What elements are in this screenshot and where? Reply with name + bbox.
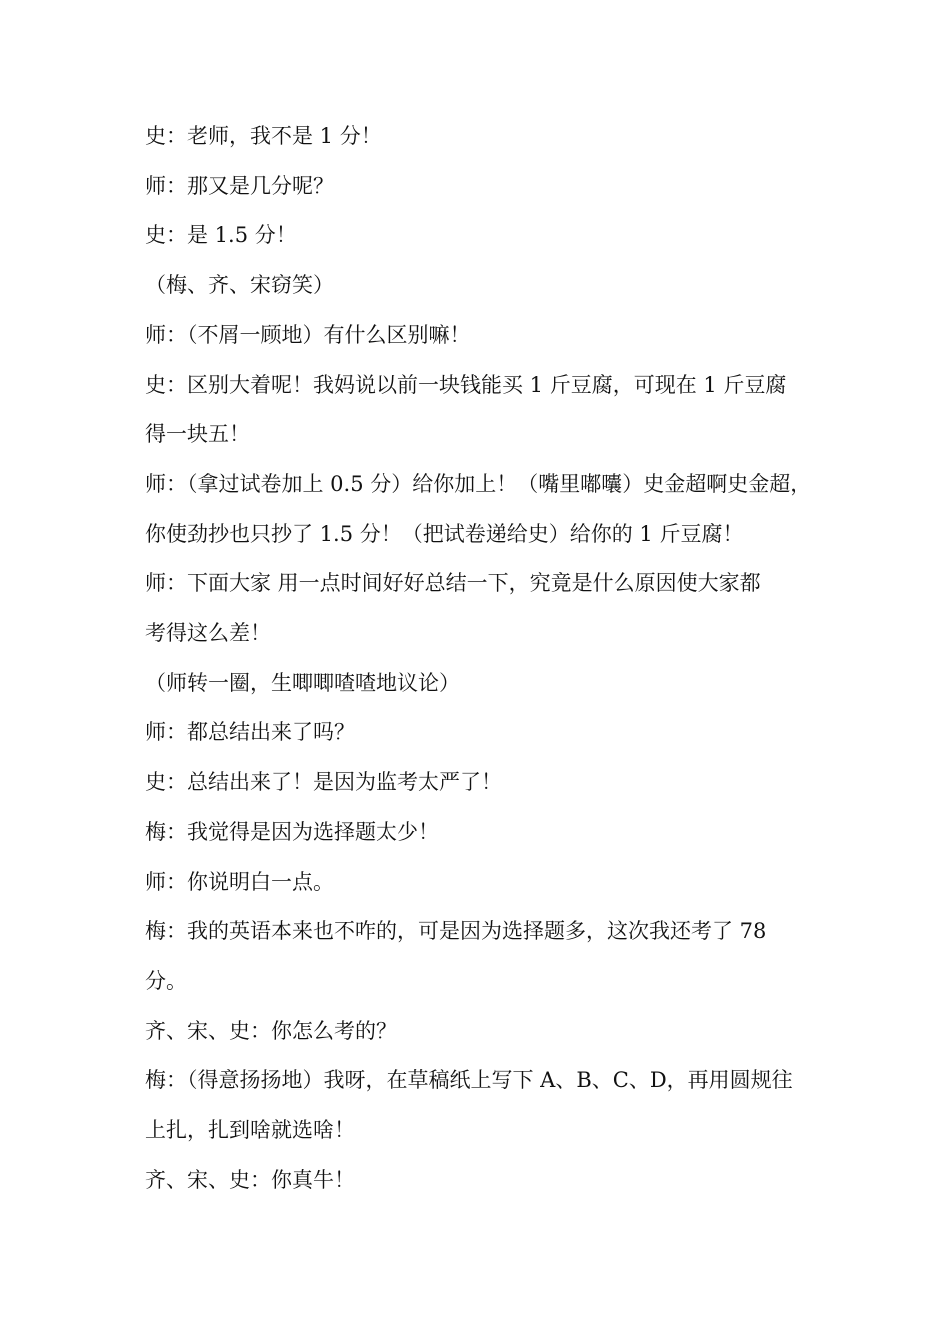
- stage-direction: （师转一圈，生唧唧喳喳地议论）: [145, 670, 460, 695]
- dialogue-line-continued: 分。: [145, 968, 187, 993]
- dialogue-line: 梅：（得意扬扬地）我呀，在草稿纸上写下 A、B、C、D，再用圆规往: [145, 1068, 793, 1093]
- dialogue-line-continued: 你使劲抄也只抄了 1.5 分！（把试卷递给史）给你的 1 斤豆腐！: [145, 521, 744, 546]
- dialogue-line: 史：区别大着呢！我妈说以前一块钱能买 1 斤豆腐，可现在 1 斤豆腐: [145, 372, 787, 397]
- dialogue-line: 师：那又是几分呢？: [145, 173, 334, 198]
- script-text: [145, 112, 817, 1205]
- dialogue-line: 师：都总结出来了吗？: [145, 720, 355, 745]
- dialogue-line-continued: 上扎，扎到啥就选啥！: [145, 1118, 355, 1143]
- dialogue-line-continued: 考得这么差！: [145, 621, 271, 646]
- dialogue-line: 梅：我觉得是因为选择题太少！: [145, 819, 439, 844]
- dialogue-line: 史：总结出来了！是因为监考太严了！: [145, 770, 502, 795]
- dialogue-line: 师：下面大家 用一点时间好好总结一下，究竟是什么原因使大家都: [145, 571, 761, 596]
- dialogue-line-continued: 得一块五！: [145, 422, 250, 447]
- dialogue-line: 史：是 1.5 分！: [145, 223, 297, 248]
- dialogue-line: 梅：我的英语本来也不咋的，可是因为选择题多，这次我还考了 78: [145, 919, 767, 944]
- dialogue-line: 史：老师，我不是 1 分！: [145, 124, 382, 148]
- dialogue-line: 齐、宋、史：你真牛！: [145, 1167, 355, 1192]
- dialogue-line: 师：（不屑一顾地）有什么区别嘛！: [145, 322, 471, 347]
- dialogue-line: 齐、宋、史：你怎么考的？: [145, 1018, 397, 1043]
- stage-direction: （梅、齐、宋窃笑）: [145, 273, 334, 298]
- dialogue-line: 师：（拿过试卷加上 0.5 分）给你加上！（嘴里嘟囔）史金超啊史金超，: [145, 471, 812, 496]
- dialogue-line: 师：你说明白一点。: [145, 869, 334, 894]
